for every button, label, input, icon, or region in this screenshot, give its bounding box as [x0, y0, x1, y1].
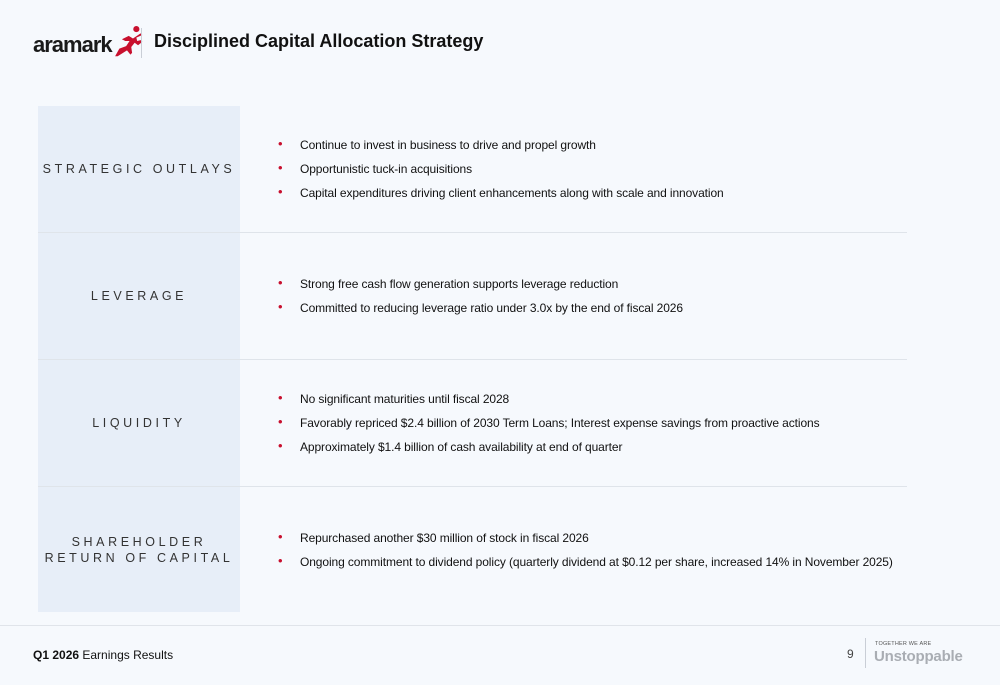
bullet-item: • Capital expenditures driving client enhancements along with scale and innovation: [274, 181, 907, 205]
footer-report-label: [33, 648, 173, 662]
tagline-small: TOGETHER WE ARE: [875, 641, 932, 647]
strategy-row-shareholder-return: [38, 487, 907, 612]
category-cell: [38, 360, 240, 486]
page-number: 9: [847, 647, 854, 661]
bullet-item: • Ongoing commitment to dividend policy (quarterly dividend at $0.12 per share, increased 14% in November 2025): [274, 550, 907, 574]
bullet-item: • Approximately $1.4 billion of cash availability at end of quarter: [274, 435, 907, 459]
category-cell: [38, 106, 240, 232]
header-divider: [141, 28, 142, 58]
footer-report-title: Earnings Results: [79, 648, 174, 662]
bullet-item: • Committed to reducing leverage ratio under 3.0x by the end of fiscal 2026: [274, 296, 907, 320]
category-label: SHAREHOLDER RETURN OF CAPITAL: [44, 534, 234, 565]
bullet-list: [274, 233, 907, 359]
bullet-item: • Repurchased another $30 million of stock in fiscal 2026: [274, 526, 907, 550]
bullet-item: • Favorably repriced $2.4 billion of 2030 Term Loans; Interest expense savings from proactive actions: [274, 411, 907, 435]
page-title: Disciplined Capital Allocation Strategy: [154, 31, 484, 51]
strategy-table: [38, 106, 907, 612]
logo-wordmark: aramark: [33, 32, 112, 57]
category-label: STRATEGIC OUTLAYS: [42, 162, 236, 176]
star-person-icon: [110, 24, 144, 58]
bullet-item: • No significant maturities until fiscal 2028: [274, 387, 907, 411]
category-label: LIQUIDITY: [92, 416, 186, 430]
strategy-row-liquidity: [38, 360, 907, 487]
strategy-row-strategic-outlays: [38, 106, 907, 233]
footer-report-period: Q1 2026: [33, 648, 80, 662]
bullet-item: • Strong free cash flow generation supports leverage reduction: [274, 272, 907, 296]
footer-divider-line: [0, 625, 1000, 626]
footer-divider: [865, 638, 866, 668]
bullet-list: [274, 360, 907, 486]
slide-header: [33, 22, 933, 62]
bullet-item: • Opportunistic tuck-in acquisitions: [274, 157, 907, 181]
bullet-list: [274, 487, 907, 612]
category-cell: [38, 487, 240, 612]
strategy-row-leverage: [38, 233, 907, 360]
aramark-logo: [33, 24, 144, 56]
bullet-item: • Continue to invest in business to drive and propel growth: [274, 133, 907, 157]
category-cell: [38, 233, 240, 359]
tagline-unstoppable: Unstoppable: [874, 648, 963, 665]
category-label: LEVERAGE: [90, 289, 188, 303]
bullet-list: [274, 106, 907, 232]
